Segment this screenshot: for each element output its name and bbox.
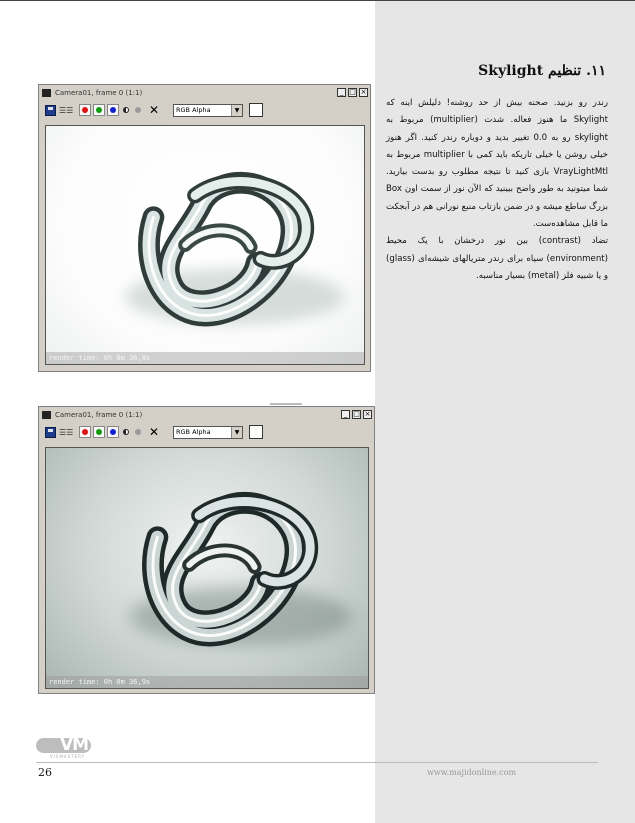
close-button[interactable]: × bbox=[364, 410, 371, 418]
frame-buffer-toolbar bbox=[43, 103, 366, 119]
channel-select[interactable] bbox=[173, 104, 243, 117]
mono-channel-icon[interactable] bbox=[123, 107, 129, 113]
color-swatch[interactable] bbox=[249, 425, 263, 439]
frame-buffer-window-1 bbox=[38, 84, 371, 372]
gray-dot-icon[interactable] bbox=[135, 429, 141, 435]
footer-rule bbox=[36, 762, 598, 763]
green-channel-icon[interactable] bbox=[93, 426, 105, 438]
frame-buffer-title: Camera01, frame 0 (1:1) bbox=[55, 411, 143, 419]
section-body bbox=[386, 95, 608, 285]
footer-url: www.majidonline.com bbox=[427, 768, 517, 777]
clear-image-icon[interactable]: ✕ bbox=[149, 103, 160, 117]
minimize-button[interactable]: _ bbox=[337, 88, 346, 97]
minimize-button[interactable]: _ bbox=[341, 410, 350, 419]
frame-buffer-title-bar[interactable] bbox=[41, 87, 368, 100]
render-time: render time: 0h 0m 36,9s bbox=[49, 678, 151, 686]
red-channel-icon[interactable] bbox=[79, 426, 91, 438]
section-heading: ۱۱. تنظیم Skylight bbox=[478, 63, 606, 79]
save-icon[interactable] bbox=[45, 105, 56, 116]
red-channel-icon[interactable] bbox=[79, 104, 91, 116]
green-channel-icon[interactable] bbox=[93, 104, 105, 116]
maximize-button[interactable]: □ bbox=[353, 410, 360, 418]
glass-knot-render bbox=[46, 126, 364, 364]
clone-window-icon[interactable]: ☰☰ bbox=[59, 428, 74, 437]
render-canvas bbox=[45, 447, 369, 689]
color-swatch[interactable] bbox=[249, 103, 263, 117]
body-paragraph-1: رندر رو بزنید. صحنه بیش از حد روشنه! دلیلش اینه که Skylight ما هنوز فعاله. شدت (multiplier) مربوط به skylight رو به 0.0 تغییر بدید و دوباره رندر کنید. اگر هنوز خیلی روشن یا خیلی تاریکه باید کمی با multiplier مربوط به VrayLightMtl بازی کنید تا نتیجه مطلوب رو بدست بیارید. شما میتونید به طور واضح ببینید که الآن نور از سمت اون Box بزرگ ساطع میشه و در ضمن بازتاب منبع نورانی هم در آبجکت ما قابل مشاهده‌ست. bbox=[386, 98, 608, 230]
frame-buffer-title: Camera01, frame 0 (1:1) bbox=[55, 89, 143, 97]
maximize-button[interactable]: □ bbox=[349, 88, 356, 96]
body-paragraph-2: تضاد (contrast) بین نور درخشان با یک محیط (environment) سیاه برای رندر متریالهای شیشه‌ای (glass) و یا شبیه فلز (metal) بسیار مناسبه. bbox=[386, 236, 609, 281]
blue-channel-icon[interactable] bbox=[107, 104, 119, 116]
blue-channel-icon[interactable] bbox=[107, 426, 119, 438]
close-button[interactable]: × bbox=[360, 88, 367, 96]
frame-buffer-window-2 bbox=[38, 406, 375, 694]
mono-channel-icon[interactable] bbox=[123, 429, 129, 435]
clone-window-icon[interactable]: ☰☰ bbox=[59, 106, 74, 115]
frame-buffer-title-bar[interactable] bbox=[41, 409, 372, 422]
render-status-bar bbox=[46, 676, 368, 688]
save-icon[interactable] bbox=[45, 427, 56, 438]
render-canvas bbox=[45, 125, 365, 365]
publisher-logo bbox=[36, 735, 126, 765]
channel-select-value: RGB Alpha bbox=[176, 106, 211, 114]
logo-mark: VM bbox=[60, 735, 89, 755]
render-status-bar bbox=[46, 352, 364, 364]
chevron-down-icon[interactable]: ▼ bbox=[231, 105, 242, 116]
channel-select-value: RGB Alpha bbox=[176, 428, 211, 436]
render-time: render time: 0h 0m 36,0s bbox=[49, 354, 151, 362]
logo-subtext: VISMASTERY bbox=[50, 754, 86, 759]
channel-select[interactable] bbox=[173, 426, 243, 439]
divider-mark bbox=[270, 403, 302, 405]
chevron-down-icon[interactable]: ▼ bbox=[231, 427, 242, 438]
clear-image-icon[interactable]: ✕ bbox=[149, 425, 160, 439]
gray-dot-icon[interactable] bbox=[135, 107, 141, 113]
app-icon bbox=[42, 411, 51, 419]
app-icon bbox=[42, 89, 51, 97]
page-number: 26 bbox=[38, 766, 52, 779]
glass-knot-render bbox=[46, 448, 368, 688]
frame-buffer-toolbar bbox=[43, 425, 370, 441]
